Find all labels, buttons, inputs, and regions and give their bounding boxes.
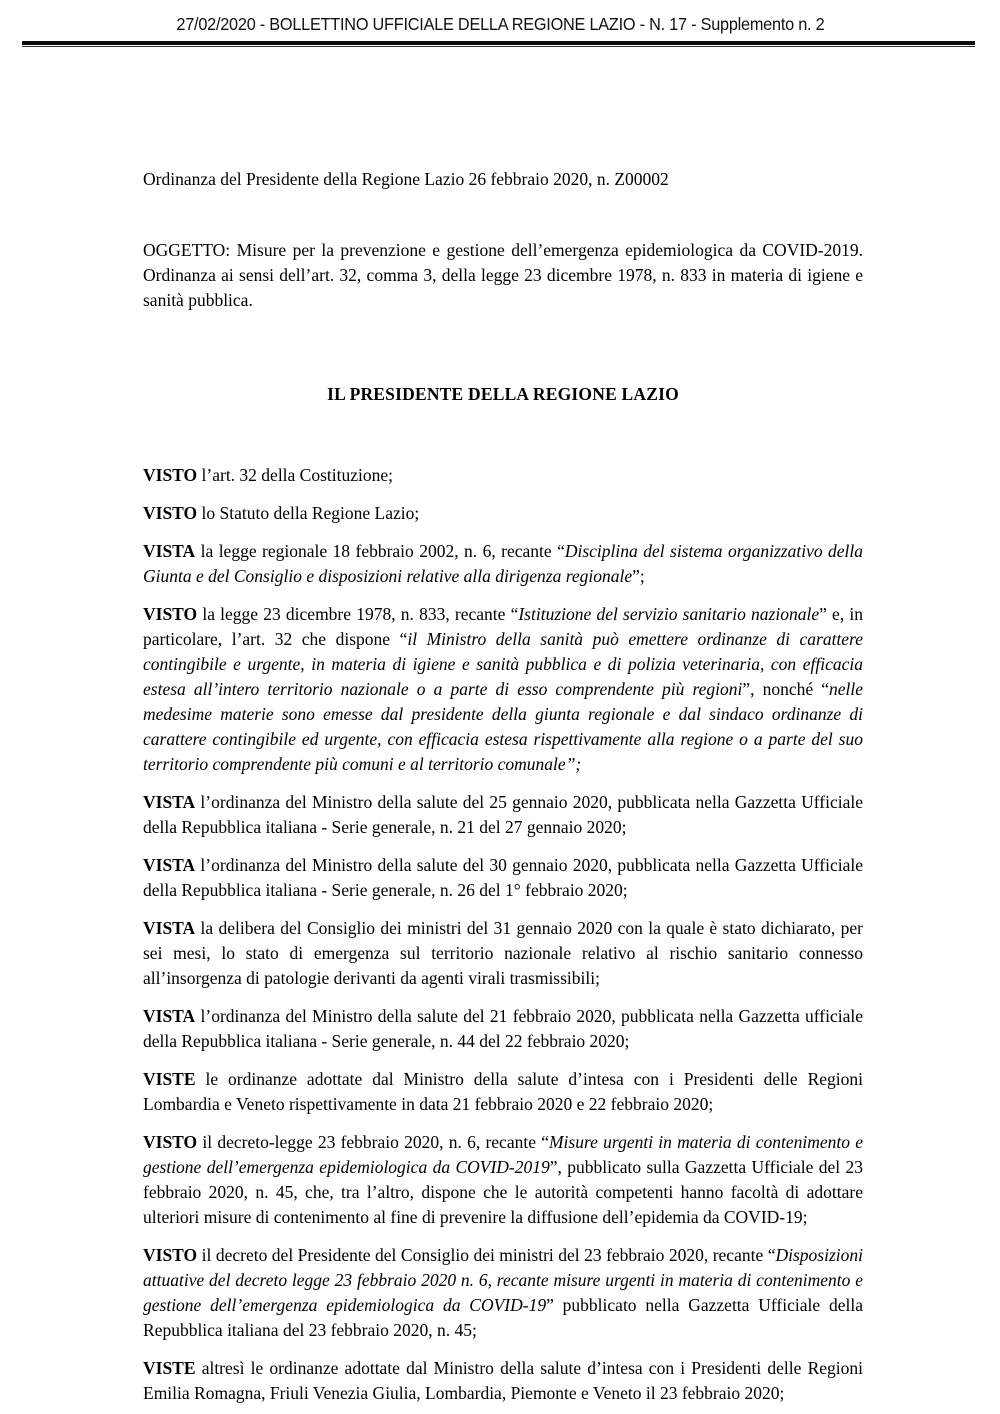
ordinance-title: Ordinanza del Presidente della Regione Lazio 26 febbraio 2020, n. Z00002 <box>143 169 669 189</box>
clause-text: il decreto del Presidente del Consiglio dei ministri del 23 febbraio 2020, recante “ <box>197 1245 776 1265</box>
clause-quoted-text: Disposizioni attuative del decreto legge 23 febbraio 2020 n. 6, recante misure urgenti in materia di contenimento e gestione dell’emergenza epidemiologica da COVID-19 <box>143 1245 863 1315</box>
clause-paragraph <box>143 916 863 991</box>
clause-lead-word: VISTA <box>143 855 196 875</box>
clause-paragraph <box>143 539 863 589</box>
clause-lead-word: VISTA <box>143 918 196 938</box>
clause-lead-word: VISTO <box>143 503 198 523</box>
clause-quoted-text: nelle medesime materie sono emesse dal presidente della giunta regionale e dal sindaco ordinanze di carattere contingibile ed urgente, con efficacia estesa rispettivamente alla regione o a parte del suo territorio comprendente più comuni e al territorio comunale”; <box>143 679 863 774</box>
clause-paragraph <box>143 1067 863 1117</box>
clause-text: la legge regionale 18 febbraio 2002, n. 6, recante “ <box>195 541 565 561</box>
clause-lead-word: VISTE <box>143 1069 196 1089</box>
clause-text: ”; <box>632 566 645 586</box>
header-rule-thin <box>22 46 975 47</box>
ordinance-subject: OGGETTO: Misure per la prevenzione e gestione dell’emergenza epidemiologica da COVID-2019. Ordinanza ai sensi dell’art. 32, comma 3, della legge 23 dicembre 1978, n. 833 in materia di igiene e sanità pubblica. <box>143 240 863 310</box>
clause-paragraph <box>143 1130 863 1230</box>
clause-paragraph <box>143 1356 863 1406</box>
clause-quoted-text: Istituzione del servizio sanitario nazionale <box>518 604 820 624</box>
clause-lead-word: VISTO <box>143 1245 198 1265</box>
clause-lead-word: VISTA <box>143 1006 196 1026</box>
clause-text: l’art. 32 della Costituzione; <box>197 465 394 485</box>
clause-paragraph <box>143 790 863 840</box>
clause-lead-word: VISTE <box>143 1358 196 1378</box>
page-running-header <box>0 14 1000 35</box>
clause-paragraph <box>143 1243 863 1343</box>
clause-lead-word: VISTA <box>143 541 196 561</box>
clause-lead-word: VISTA <box>143 792 196 812</box>
clause-text: la delibera del Consiglio dei ministri del 31 gennaio 2020 con la quale è stato dichiarato, per sei mesi, lo stato di emergenza sul territorio nazionale relativo al rischio sanitario connesso all’insorgenza di patologie derivanti da agenti virali trasmissibili; <box>143 918 863 988</box>
clause-paragraph <box>143 602 863 777</box>
clause-text: ”, pubblicato sulla Gazzetta Ufficiale del 23 febbraio 2020, n. 45, che, tra l’altro, dispone che le autorità competenti hanno facoltà di adottare ulteriori misure di contenimento al fine di prevenire la diffusione dell’epidemia da COVID-19; <box>143 1157 863 1227</box>
clause-list <box>143 463 863 1406</box>
clause-text: l’ordinanza del Ministro della salute del 25 gennaio 2020, pubblicata nella Gazzetta Ufficiale della Repubblica italiana - Serie generale, n. 21 del 27 gennaio 2020; <box>143 792 863 837</box>
clause-text: il decreto-legge 23 febbraio 2020, n. 6, recante “ <box>197 1132 549 1152</box>
clause-text: l’ordinanza del Ministro della salute del 21 febbraio 2020, pubblicata nella Gazzetta ufficiale della Repubblica italiana - Serie generale, n. 44 del 22 febbraio 2020; <box>143 1006 863 1051</box>
clause-text: ” e, in particolare, l’art. 32 che dispone “ <box>143 604 863 649</box>
clause-lead-word: VISTO <box>143 604 198 624</box>
header-rule-thick <box>22 41 975 45</box>
clause-text: ”, nonché “ <box>742 679 829 699</box>
clause-quoted-text: il Ministro della sanità può emettere ordinanze di carattere contingibile e urgente, in materia di igiene e sanità pubblica e di polizia veterinaria, con efficacia estesa all’intero territorio nazionale o a parte di esso comprendente più regioni <box>143 629 864 699</box>
clause-quoted-text: Misure urgenti in materia di contenimento e gestione dell’emergenza epidemiologica da COVID-2019 <box>143 1132 863 1177</box>
running-head-text: 27/02/2020 - BOLLETTINO UFFICIALE DELLA REGIONE LAZIO - N. 17 - Supplemento n. 2 <box>175 14 825 34</box>
header-divider-rule <box>22 41 975 47</box>
president-heading: IL PRESIDENTE DELLA REGIONE LAZIO <box>327 384 679 404</box>
clause-text: la legge 23 dicembre 1978, n. 833, recante “ <box>197 604 519 624</box>
document-body <box>143 168 863 1406</box>
clause-text: l’ordinanza del Ministro della salute del 30 gennaio 2020, pubblicata nella Gazzetta Ufficiale della Repubblica italiana - Serie generale, n. 26 del 1° febbraio 2020; <box>143 855 863 900</box>
clause-text: ” pubblicato nella Gazzetta Ufficiale della Repubblica italiana del 23 febbraio 2020, n. 45; <box>143 1295 863 1340</box>
clause-paragraph <box>143 1004 863 1054</box>
clause-paragraph <box>143 501 863 526</box>
clause-text: altresì le ordinanze adottate dal Ministro della salute d’intesa con i Presidenti delle Regioni Emilia Romagna, Friuli Venezia Giulia, Lombardia, Piemonte e Veneto il 23 febbraio 2020; <box>143 1358 863 1403</box>
clause-quoted-text: Disciplina del sistema organizzativo della Giunta e del Consiglio e disposizioni relative alla dirigenza regionale <box>143 541 864 586</box>
clause-text: lo Statuto della Regione Lazio; <box>197 503 420 523</box>
clause-paragraph <box>143 853 863 903</box>
clause-paragraph <box>143 463 863 488</box>
clause-lead-word: VISTO <box>143 1132 198 1152</box>
clause-text: le ordinanze adottate dal Ministro della salute d’intesa con i Presidenti delle Regioni Lombardia e Veneto rispettivamente in data 21 febbraio 2020 e 22 febbraio 2020; <box>143 1069 863 1114</box>
clause-lead-word: VISTO <box>143 465 198 485</box>
